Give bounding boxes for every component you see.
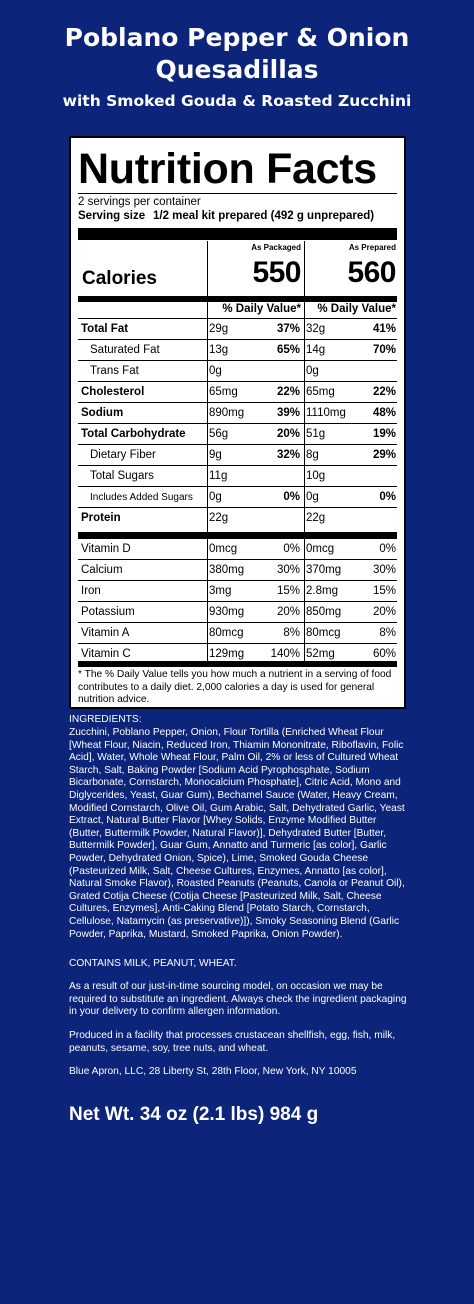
nutrient-name: Total Carbohydrate <box>81 428 186 440</box>
dv-prepared: 0% <box>379 491 396 503</box>
sourcing-note: As a result of our just-in-time sourcing model, on occasion we may be required to substitute an ingredient. Always check the ingredient packaging in your delivery to confirm allergen information. <box>69 981 407 1018</box>
amount-prepared: 14g <box>306 344 326 356</box>
dv-packaged: 0% <box>283 543 300 555</box>
servings-per-container: 2 servings per container <box>78 196 201 208</box>
nutrient-row <box>78 318 397 339</box>
dv-packaged: 22% <box>276 386 300 398</box>
amount-packaged: 0mcg <box>209 543 238 555</box>
nutrient-name: Vitamin A <box>81 627 130 639</box>
amount-prepared: 52mg <box>306 648 335 660</box>
nutrient-name: Vitamin D <box>81 543 131 555</box>
dv-prepared: 60% <box>372 648 396 660</box>
amount-prepared: 10g <box>306 470 326 482</box>
daily-value-footnote: * The % Daily Value tells you how much a nutrient in a serving of food contributes to a daily diet. 2,000 calories a day is used for general nutrition advice. <box>78 669 392 705</box>
amount-packaged: 3mg <box>209 585 232 597</box>
dv-packaged: 30% <box>276 564 300 576</box>
net-weight: Net Wt. 34 oz (2.1 lbs) 984 g <box>69 1104 319 1125</box>
amount-packaged: 9g <box>209 449 222 461</box>
dv-packaged: 39% <box>276 407 300 419</box>
amount-prepared: 2.8mg <box>306 585 338 597</box>
nutrient-name: Total Sugars <box>90 470 154 482</box>
product-title-line1: Poblano Pepper & Onion <box>64 23 410 52</box>
dv-prepared: 70% <box>372 344 396 356</box>
nutrient-name: Potassium <box>81 606 135 618</box>
amount-prepared: 51g <box>306 428 326 440</box>
nutrient-name: Calcium <box>81 564 123 576</box>
amount-packaged: 930mg <box>209 606 245 618</box>
dv-packaged: 20% <box>276 428 300 440</box>
amount-packaged: 65mg <box>209 386 238 398</box>
serving-size-value: 1/2 meal kit prepared (492 g unprepared) <box>153 210 375 222</box>
facility-note: Produced in a facility that processes crustacean shellfish, egg, fish, milk, peanuts, sesame, soy, tree nuts, and wheat. <box>69 1030 396 1054</box>
footnote-divider <box>78 661 397 667</box>
dv-prepared: 20% <box>372 606 396 618</box>
vitamin-row <box>78 622 397 643</box>
nutrient-row <box>78 360 397 381</box>
nutrient-row <box>78 402 397 423</box>
amount-packaged: 56g <box>209 428 229 440</box>
nutrient-name: Trans Fat <box>90 365 139 377</box>
amount-prepared: 80mcg <box>306 627 341 639</box>
allergen-contains: CONTAINS MILK, PEANUT, WHEAT. <box>69 958 237 969</box>
ingredients-heading: INGREDIENTS: <box>69 714 142 725</box>
vitamin-row <box>78 580 397 601</box>
amount-prepared: 1110mg <box>306 407 346 419</box>
dv-prepared: 15% <box>372 585 396 597</box>
dv-prepared: 30% <box>372 564 396 576</box>
dv-packaged: 0% <box>283 491 300 503</box>
nutrient-name: Saturated Fat <box>90 344 160 356</box>
nutrient-row <box>78 381 397 402</box>
nutrient-row <box>78 339 397 360</box>
nutrient-name: Includes Added Sugars <box>90 492 193 503</box>
amount-packaged: 11g <box>209 470 228 482</box>
nutrient-name: Cholesterol <box>81 386 145 398</box>
nutrient-name: Protein <box>81 512 121 524</box>
vitamin-row <box>78 601 397 622</box>
dv-prepared: 41% <box>372 323 396 335</box>
vitamin-row <box>78 559 397 580</box>
amount-prepared: 65mg <box>306 386 335 398</box>
as-packaged-heading: As Packaged <box>251 243 301 252</box>
nutrient-name: Total Fat <box>81 323 129 335</box>
dv-packaged: 15% <box>276 585 300 597</box>
dv-prepared: 48% <box>372 407 396 419</box>
calories-label: Calories <box>82 268 157 289</box>
nutrient-row <box>78 423 397 444</box>
dv-packaged: 65% <box>276 344 300 356</box>
serving-size-label: Serving size <box>78 210 146 222</box>
product-title-line2: Quesadillas <box>155 55 319 84</box>
amount-packaged: 22g <box>209 512 229 524</box>
amount-prepared: 0mcg <box>306 543 335 555</box>
dv-packaged: 8% <box>283 627 300 639</box>
amount-packaged: 13g <box>209 344 229 356</box>
amount-prepared: 32g <box>306 323 326 335</box>
nutrient-name: Iron <box>81 585 101 597</box>
amount-packaged: 80mcg <box>209 627 244 639</box>
amount-prepared: 0g <box>306 365 319 377</box>
company-address: Blue Apron, LLC, 28 Liberty St, 28th Floor, New York, NY 10005 <box>69 1066 357 1077</box>
dv-packaged: 140% <box>270 648 300 660</box>
nutrient-row <box>78 444 397 465</box>
amount-prepared: 8g <box>306 449 319 461</box>
nutrient-row <box>78 465 397 486</box>
amount-packaged: 129mg <box>209 648 245 660</box>
dv-packaged: 20% <box>276 606 300 618</box>
amount-prepared: 0g <box>306 491 319 503</box>
amount-prepared: 22g <box>306 512 326 524</box>
amount-packaged: 890mg <box>209 407 245 419</box>
dv-prepared: 22% <box>372 386 396 398</box>
amount-prepared: 850mg <box>306 606 342 618</box>
product-subtitle: with Smoked Gouda & Roasted Zucchini <box>62 92 412 110</box>
amount-packaged: 380mg <box>209 564 245 576</box>
calories-packaged: 550 <box>252 256 301 289</box>
dv-heading-packaged: % Daily Value* <box>222 303 301 315</box>
nutrient-name: Sodium <box>81 407 124 419</box>
amount-packaged: 29g <box>209 323 229 335</box>
amount-packaged: 0g <box>209 491 222 503</box>
thick-divider <box>78 228 397 240</box>
divider <box>78 193 397 194</box>
amount-prepared: 370mg <box>306 564 342 576</box>
nutrient-name: Vitamin C <box>81 648 131 660</box>
calories-divider <box>78 296 397 302</box>
vitamin-row <box>78 538 397 559</box>
nutrient-name: Dietary Fiber <box>90 449 156 461</box>
dv-prepared: 0% <box>379 543 396 555</box>
as-prepared-heading: As Prepared <box>348 243 396 252</box>
dv-prepared: 19% <box>372 428 396 440</box>
dv-prepared: 8% <box>379 627 396 639</box>
nutrient-row <box>78 507 397 528</box>
ingredients-text: Zucchini, Poblano Pepper, Onion, Flour Tortilla (Enriched Wheat Flour [Wheat Flour, Niacin, Reduced Iron, Thiamin Mononitrate, Riboflavin, Folic Acid], Water, Whole Wheat Flour, Palm Oil, 2% or less of Cultured Wheat Starch, Salt, Baking Powder [Sodium Acid Pyrophosphate, Sodium Bicarbonate, Cornstarch, Monocalcium Phosphate], Citric Acid, Mono and Diglycerides, Yeast, Guar Gum), Bechamel Sauce (Water, Heavy Cream, Modified Cornstarch, Olive Oil, Gum Arabic, Salt, Dehydrated Garlic, Yeast Extract, Natural Butter Flavor [Whey Solids, Enzyme Modified Butter (Butter, Buttermilk Powder, Natural Flavor)], Dehydrated Butter [Butter, Buttermilk Powder], Guar Gum, Annatto and Turmeric [as color], Garlic Powder, Dehydrated Onion, Spice), Lime, Smoked Gouda Cheese (Pasteurized Milk, Salt, Cheese Cultures, Enzymes, Annatto [as color], Natural Smoke Flavor), Roasted Peanuts (Peanuts, Canola or Peanut Oil), Grated Cotija Cheese (Cotija Cheese [Pasteurized Milk, Salt, Cheese Cultures, Enzymes], Anti-Caking Blend [Potato Starch, Cornstarch, Cellulose, Natamycin (as preservative)]), Smoky Seasoning Blend (Garlic Powder, Paprika, Mustard, Smoked Paprika, Onion Powder). <box>69 727 405 940</box>
dv-heading-prepared: % Daily Value* <box>317 303 396 315</box>
dv-packaged: 32% <box>276 449 300 461</box>
dv-prepared: 29% <box>372 449 396 461</box>
nutrient-row <box>78 486 397 507</box>
nutrition-facts-panel <box>69 136 406 709</box>
dv-packaged: 37% <box>276 323 300 335</box>
nutrition-facts-title: Nutrition Facts <box>78 145 377 193</box>
calories-prepared: 560 <box>347 256 396 289</box>
amount-packaged: 0g <box>209 365 222 377</box>
